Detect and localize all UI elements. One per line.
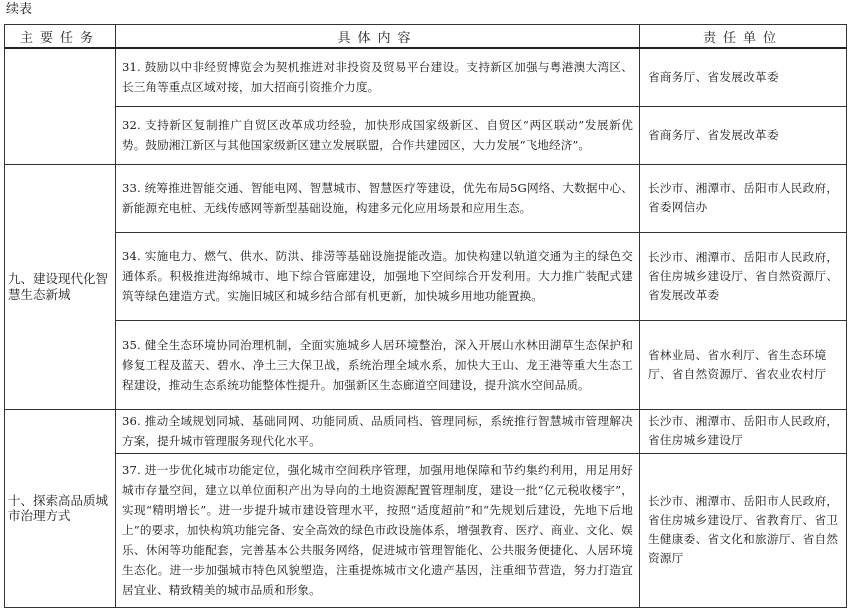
content-cell: 33. 统筹推进智能交通、智能电网、智慧城市、智慧医疗等建设，优先布局5G网络、大数据中心、新能源充电桩、无线传感网等新型基础设施，构建多元化应用场景和应用生态。 bbox=[116, 164, 640, 232]
content-cell: 35. 健全生态环境协同治理机制，全面实施城乡人居环境整治，深入开展山水林田湖草生态保护和修复工程及蓝天、碧水、净土三大保卫战，系统治理全域水系，加快大王山、龙王港等重大生态工程建设，推动生态系统功能整体性提升。加强新区生态廊道空间建设，提升滨水空间品质。 bbox=[116, 320, 640, 409]
unit-cell: 省商务厅、省发展改革委 bbox=[640, 48, 847, 106]
header-content: 具体内容 bbox=[116, 25, 640, 49]
table-row bbox=[5, 409, 847, 453]
table-row bbox=[5, 48, 847, 106]
header-unit: 责任单位 bbox=[640, 25, 847, 49]
content-cell: 32. 支持新区复制推广自贸区改革成功经验，加快形成国家级新区、自贸区“两区联动”发展新优势。鼓励湘江新区与其他国家级新区建立发展联盟，合作共建园区，大力发展“飞地经济”。 bbox=[116, 106, 640, 164]
header-task: 主要任务 bbox=[5, 25, 116, 49]
table-row bbox=[5, 320, 847, 409]
unit-cell: 省林业局、省水利厅、省生态环境厅、省自然资源厅、省农业农村厅 bbox=[640, 320, 847, 409]
table-row bbox=[5, 164, 847, 232]
content-cell: 36. 推动全域规划同城、基础同网、功能同质、品质同档、管理同标，系统推行智慧城市管理解决方案，提升城市管理服务现代化水平。 bbox=[116, 409, 640, 453]
content-cell: 31. 鼓励以中非经贸博览会为契机推进对非投资及贸易平台建设。支持新区加强与粤港澳大湾区、长三角等重点区域对接，加大招商引资推介力度。 bbox=[116, 48, 640, 106]
table-header-row bbox=[5, 25, 847, 49]
task-cell-urban-governance: 十、探索高品质城市治理方式 bbox=[5, 409, 116, 607]
table-row bbox=[5, 453, 847, 607]
task-table bbox=[4, 24, 847, 608]
task-cell-smart-eco-city: 九、建设现代化智慧生态新城 bbox=[5, 164, 116, 409]
unit-cell: 长沙市、湘潭市、岳阳市人民政府，省住房城乡建设厅、省教育厅、省卫生健康委、省文化和旅游厅、省自然资源厅 bbox=[640, 453, 847, 607]
unit-cell: 长沙市、湘潭市、岳阳市人民政府，省委网信办 bbox=[640, 164, 847, 232]
content-cell: 34. 实施电力、燃气、供水、防洪、排涝等基础设施提能改造。加快构建以轨道交通为主的绿色交通体系。积极推进海绵城市、地下综合管廊建设，加强地下空间综合开发利用。大力推广装配式建筑等绿色建造方式。实施旧城区和城乡结合部有机更新，加快城乡用地功能置换。 bbox=[116, 232, 640, 320]
task-cell-continued bbox=[5, 48, 116, 164]
table-row bbox=[5, 106, 847, 164]
unit-cell: 长沙市、湘潭市、岳阳市人民政府，省住房城乡建设厅 bbox=[640, 409, 847, 453]
table-row bbox=[5, 232, 847, 320]
unit-cell: 省商务厅、省发展改革委 bbox=[640, 106, 847, 164]
content-cell: 37. 进一步优化城市功能定位，强化城市空间秩序管理，加强用地保障和节约集约利用，用足用好城市存量空间，建立以单位面积产出为导向的土地资源配置管理制度，建设一批“亿元税收楼宇”，实现“精明增长”。进一步提升城市建设管理水平，按照“适度超前”和“先规划后建设，先地下后地上”的要求，加快构筑功能完备、安全高效的绿色市政设施体系，增强教育、医疗、商业、文化、娱乐、休闲等功能配套，完善基本公共服务网络，促进城市管理智能化、公共服务便捷化、人居环境生态化。进一步加强城市特色风貌塑造，注重提炼城市文化遗产基因，注重细节营造，努力打造宜居宜业、精致精美的城市品质和形象。 bbox=[116, 453, 640, 607]
unit-cell: 长沙市、湘潭市、岳阳市人民政府，省住房城乡建设厅、省自然资源厅、省发展改革委 bbox=[640, 232, 847, 320]
page-label: 续表 bbox=[6, 2, 33, 17]
